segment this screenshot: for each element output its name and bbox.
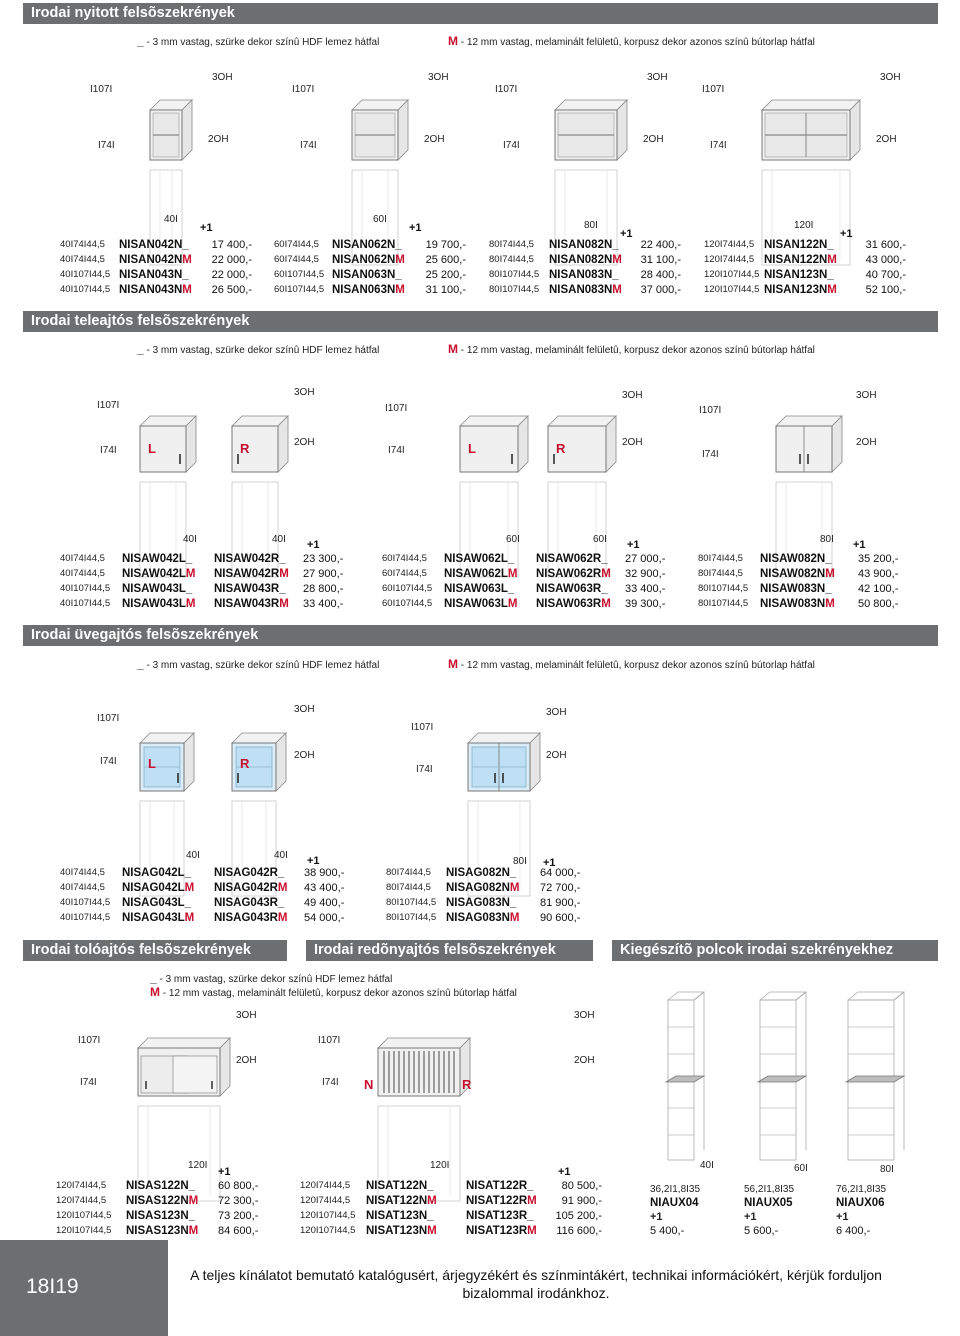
height-107-label: I107I <box>292 84 315 95</box>
price: 39 300,- <box>625 598 666 610</box>
oh3-label: 3OH <box>647 72 668 83</box>
door-side-label: L <box>148 441 156 456</box>
product-code: NISAT122RM <box>466 1195 537 1207</box>
size-text: 60I74I44,5 <box>382 568 427 579</box>
size-text: 40I107I44,5 <box>60 284 111 295</box>
door-side-label: R <box>556 441 566 456</box>
door-side-label: L <box>468 441 476 456</box>
oh2-label: 2OH <box>643 134 664 145</box>
price: 43 900,- <box>858 568 899 580</box>
product-code: NISAG043RM <box>214 912 288 924</box>
product-code: NISAG043R_ <box>214 897 285 909</box>
height-107-label: I107I <box>702 84 725 95</box>
price: 28 800,- <box>303 583 344 595</box>
product-code: NIAUX05 <box>744 1197 793 1209</box>
oh3-label: 3OH <box>622 390 643 401</box>
size-text: 80I107I44,5 <box>698 583 749 594</box>
section-header-shelves: Kiegészítõ polcok irodai szekrényekhez <box>612 940 938 961</box>
product-code: NISAW063R_ <box>536 583 608 595</box>
product-code: NISAN123N_ <box>764 269 834 281</box>
product-code: NIAUX06 <box>836 1197 885 1209</box>
price: 52 100,- <box>865 284 906 296</box>
product-code: NISAW063RM <box>536 598 611 610</box>
price: 43 000,- <box>865 254 906 266</box>
plus-one-label: +1 <box>840 228 853 240</box>
width-label: 40I <box>700 1160 714 1171</box>
price: 37 000,- <box>640 284 681 296</box>
legend-hdf: _ - 3 mm vastag, szürke dekor színû HDF lemez hátfal <box>150 971 393 985</box>
product-code: NISAW043L_ <box>122 583 193 595</box>
price: 64 000,- <box>540 867 581 879</box>
product-code: NISAN122N_ <box>764 239 834 251</box>
size-text: 80I107I44,5 <box>698 598 749 609</box>
height-74-label: I74I <box>100 445 117 456</box>
price: 5 600,- <box>744 1225 779 1237</box>
oh2-label: 2OH <box>294 750 315 761</box>
size-text: 120I107I44,5 <box>300 1210 356 1221</box>
size-text: 40I107I44,5 <box>60 269 111 280</box>
price: 17 400,- <box>211 239 252 251</box>
product-code: NISAT123N_ <box>366 1210 434 1222</box>
height-107-label: I107I <box>97 400 120 411</box>
product-code: NISAW043RM <box>214 598 289 610</box>
product-code: NISAN043N_ <box>119 269 189 281</box>
price: 31 100,- <box>425 284 466 296</box>
product-code: NISAT122R_ <box>466 1180 534 1192</box>
width-label: 120I <box>188 1160 208 1171</box>
product-code: NISAN082N_ <box>549 239 619 251</box>
product-code: NISAN062NM <box>332 254 405 266</box>
product-code: NISAG082N_ <box>446 867 517 879</box>
product-code: NISAG082NM <box>446 882 520 894</box>
shelf-drawing <box>662 990 728 1170</box>
height-74-label: I74I <box>416 764 433 775</box>
price: 28 400,- <box>640 269 681 281</box>
product-code: NISAW062R_ <box>536 553 608 565</box>
plus-one-label: +1 <box>744 1211 757 1223</box>
product-code: NISAT123R_ <box>466 1210 534 1222</box>
price: 49 400,- <box>304 897 345 909</box>
section-header-tele: Irodai teleajtós felsõszekrények <box>23 311 938 332</box>
price: 43 400,- <box>304 882 345 894</box>
plus-one-label: +1 <box>620 228 633 240</box>
footer-text: A teljes kínálatot bemutató katalógusért, árjegyzékért és színmintákért, technikai információkért, kérjük forduljon bizalommal irodánkhoz. <box>190 1267 882 1301</box>
section-header-slide: Irodai tolóajtós felsõszekrények <box>23 940 287 961</box>
height-74-label: I74I <box>100 756 117 767</box>
shelf-drawing <box>754 990 830 1170</box>
plus-one-label: +1 <box>218 1166 231 1178</box>
product-code: NISAW043LM <box>122 598 196 610</box>
size-text: 60I74I44,5 <box>274 239 319 250</box>
price: 38 900,- <box>304 867 345 879</box>
size-text: 120I107I44,5 <box>56 1210 112 1221</box>
product-code: NISAW082NM <box>760 568 835 580</box>
price: 19 700,- <box>425 239 466 251</box>
product-code: NISAN082NM <box>549 254 622 266</box>
size-text: 36,2I1,8I35 <box>650 1184 701 1195</box>
plus-one-label: +1 <box>409 222 422 234</box>
height-74-label: I74I <box>388 445 405 456</box>
width-label: 60I <box>373 214 387 225</box>
height-74-label: I74I <box>322 1077 339 1088</box>
size-text: 40I107I44,5 <box>60 598 111 609</box>
plus-one-label: +1 <box>650 1211 663 1223</box>
oh2-label: 2OH <box>876 134 897 145</box>
price: 22 000,- <box>211 269 252 281</box>
plus-one-label: +1 <box>627 539 640 551</box>
product-code: NISAW083N_ <box>760 583 832 595</box>
product-code: NISAW042LM <box>122 568 196 580</box>
price: 25 600,- <box>425 254 466 266</box>
height-107-label: I107I <box>495 84 518 95</box>
section-header-glass: Irodai üvegajtós felsõszekrények <box>23 625 938 646</box>
product-code: NISAW062LM <box>444 568 518 580</box>
size-text: 60I107I44,5 <box>382 598 433 609</box>
size-text: 120I74I44,5 <box>56 1180 107 1191</box>
product-code: NIAUX04 <box>650 1197 699 1209</box>
size-text: 80I107I44,5 <box>386 897 437 908</box>
height-107-label: I107I <box>385 403 408 414</box>
width-label: 40I <box>164 214 178 225</box>
size-text: 80I74I44,5 <box>489 239 534 250</box>
height-74-label: I74I <box>300 140 317 151</box>
product-code: NISAW083NM <box>760 598 835 610</box>
product-code: NISAN063N_ <box>332 269 402 281</box>
size-text: 80I74I44,5 <box>698 568 743 579</box>
oh2-label: 2OH <box>546 750 567 761</box>
product-code: NISAT122N_ <box>366 1180 434 1192</box>
size-text: 40I74I44,5 <box>60 239 105 250</box>
size-text: 80I74I44,5 <box>386 882 431 893</box>
size-text: 80I74I44,5 <box>489 254 534 265</box>
height-74-label: I74I <box>80 1077 97 1088</box>
product-code: NISAN043NM <box>119 284 192 296</box>
product-code: NISAS122NM <box>126 1195 199 1207</box>
product-code: NISAN083NM <box>549 284 622 296</box>
oh2-label: 2OH <box>622 437 643 448</box>
product-code: NISAN123NM <box>764 284 837 296</box>
legend-melamine: M - 12 mm vastag, melaminált felületû, korpusz dekor azonos színû bútorlap hátfal <box>448 657 815 671</box>
size-text: 60I74I44,5 <box>382 553 427 564</box>
plus-one-label: +1 <box>307 539 320 551</box>
height-107-label: I107I <box>97 713 120 724</box>
size-text: 120I74I44,5 <box>704 254 755 265</box>
size-text: 120I74I44,5 <box>56 1195 107 1206</box>
size-text: 120I107I44,5 <box>300 1225 356 1236</box>
price: 80 500,- <box>561 1180 602 1192</box>
width-label: 40I <box>186 850 200 861</box>
oh3-label: 3OH <box>294 704 315 715</box>
product-code: NISAW043R_ <box>214 583 286 595</box>
product-code: NISAW042L_ <box>122 553 193 565</box>
legend-melamine: M - 12 mm vastag, melaminált felületû, korpusz dekor azonos színû bútorlap hátfal <box>150 985 517 999</box>
width-label: 120I <box>794 220 814 231</box>
height-74-label: I74I <box>710 140 727 151</box>
legend-hdf: _ - 3 mm vastag, szürke dekor színû HDF lemez hátfal <box>137 34 380 48</box>
plus-one-label: +1 <box>853 539 866 551</box>
legend-hdf: _ - 3 mm vastag, szürke dekor színû HDF lemez hátfal <box>137 657 380 671</box>
size-text: 76,2I1,8I35 <box>836 1184 887 1195</box>
size-text: 120I107I44,5 <box>704 269 760 280</box>
price: 32 900,- <box>625 568 666 580</box>
plus-one-label: +1 <box>200 222 213 234</box>
size-text: 120I74I44,5 <box>300 1180 351 1191</box>
product-code: NISAN122NM <box>764 254 837 266</box>
oh3-label: 3OH <box>236 1010 257 1021</box>
price: 72 700,- <box>540 882 581 894</box>
price: 27 000,- <box>625 553 666 565</box>
door-side-label: L <box>148 756 156 771</box>
price: 105 200,- <box>555 1210 602 1222</box>
plus-one-label: +1 <box>307 855 320 867</box>
price: 31 100,- <box>640 254 681 266</box>
product-code: NISAN042N_ <box>119 239 189 251</box>
plus-one-label: +1 <box>543 857 556 869</box>
price: 73 200,- <box>218 1210 259 1222</box>
oh3-label: 3OH <box>428 72 449 83</box>
price: 22 000,- <box>211 254 252 266</box>
price: 72 300,- <box>218 1195 259 1207</box>
height-107-label: I107I <box>699 405 722 416</box>
price: 54 000,- <box>304 912 345 924</box>
door-side-label: R <box>462 1077 472 1092</box>
price: 31 600,- <box>865 239 906 251</box>
oh2-label: 2OH <box>236 1055 257 1066</box>
size-text: 60I74I44,5 <box>274 254 319 265</box>
size-text: 80I74I44,5 <box>698 553 743 564</box>
section-header-open: Irodai nyitott felsõszekrények <box>23 3 938 24</box>
product-code: NISAG042R_ <box>214 867 285 879</box>
size-text: 40I74I44,5 <box>60 568 105 579</box>
price: 26 500,- <box>211 284 252 296</box>
size-text: 80I107I44,5 <box>489 269 540 280</box>
size-text: 60I107I44,5 <box>274 284 325 295</box>
height-107-label: I107I <box>90 84 113 95</box>
size-text: 120I107I44,5 <box>704 284 760 295</box>
height-107-label: I107I <box>411 722 434 733</box>
price: 90 600,- <box>540 912 581 924</box>
oh2-label: 2OH <box>424 134 445 145</box>
product-code: NISAG042RM <box>214 882 288 894</box>
size-text: 40I74I44,5 <box>60 882 105 893</box>
oh3-label: 3OH <box>574 1010 595 1021</box>
legend-melamine: M - 12 mm vastag, melaminált felületû, korpusz dekor azonos színû bútorlap hátfal <box>448 34 815 48</box>
width-label: 40I <box>272 534 286 545</box>
width-label: 80I <box>584 220 598 231</box>
size-text: 40I74I44,5 <box>60 867 105 878</box>
door-side-label: R <box>240 441 250 456</box>
price: 81 900,- <box>540 897 581 909</box>
shelf-drawing <box>842 990 928 1170</box>
plus-one-label: +1 <box>836 1211 849 1223</box>
height-107-label: I107I <box>318 1035 341 1046</box>
oh2-label: 2OH <box>856 437 877 448</box>
product-code: NISAW062L_ <box>444 553 515 565</box>
size-text: 40I107I44,5 <box>60 912 111 923</box>
size-text: 80I107I44,5 <box>386 912 437 923</box>
price: 5 400,- <box>650 1225 685 1237</box>
size-text: 120I74I44,5 <box>704 239 755 250</box>
oh2-label: 2OH <box>574 1055 595 1066</box>
width-label: 80I <box>513 856 527 867</box>
product-code: NISAW063LM <box>444 598 518 610</box>
product-code: NISAW042R_ <box>214 553 286 565</box>
size-text: 60I107I44,5 <box>274 269 325 280</box>
size-text: 56,2I1,8I35 <box>744 1184 795 1195</box>
product-code: NISAG043LM <box>122 912 195 924</box>
oh2-label: 2OH <box>208 134 229 145</box>
width-label: 60I <box>593 534 607 545</box>
product-code: NISAN062N_ <box>332 239 402 251</box>
product-code: NISAT122NM <box>366 1195 437 1207</box>
price: 50 800,- <box>858 598 899 610</box>
page-number: 18I19 <box>26 1275 79 1298</box>
oh3-label: 3OH <box>546 707 567 718</box>
product-code: NISAG043L_ <box>122 897 192 909</box>
price: 22 400,- <box>640 239 681 251</box>
door-side-label: N <box>364 1077 374 1092</box>
product-code: NISAW042RM <box>214 568 289 580</box>
price: 91 900,- <box>561 1195 602 1207</box>
product-code: NISAG083NM <box>446 912 520 924</box>
width-label: 40I <box>183 534 197 545</box>
width-label: 80I <box>880 1164 894 1175</box>
legend-melamine: M - 12 mm vastag, melaminált felületû, korpusz dekor azonos színû bútorlap hátfal <box>448 342 815 356</box>
size-text: 40I107I44,5 <box>60 583 111 594</box>
height-74-label: I74I <box>98 140 115 151</box>
width-label: 40I <box>274 850 288 861</box>
width-label: 60I <box>794 1163 808 1174</box>
price: 40 700,- <box>865 269 906 281</box>
price: 116 600,- <box>556 1225 602 1237</box>
price: 27 900,- <box>303 568 344 580</box>
price: 42 100,- <box>858 583 899 595</box>
product-code: NISAN083N_ <box>549 269 619 281</box>
width-label: 120I <box>430 1160 450 1171</box>
price: 25 200,- <box>425 269 466 281</box>
oh3-label: 3OH <box>856 390 877 401</box>
price: 33 400,- <box>625 583 666 595</box>
price: 35 200,- <box>858 553 899 565</box>
price: 23 300,- <box>303 553 344 565</box>
height-107-label: I107I <box>78 1035 101 1046</box>
product-code: NISAG042L_ <box>122 867 192 879</box>
width-label: 80I <box>820 534 834 545</box>
price: 33 400,- <box>303 598 344 610</box>
door-side-label: R <box>240 756 250 771</box>
product-code: NISAG083N_ <box>446 897 517 909</box>
oh3-label: 3OH <box>880 72 901 83</box>
product-code: NISAT123NM <box>366 1225 437 1237</box>
width-label: 60I <box>506 534 520 545</box>
price: 84 600,- <box>218 1225 259 1237</box>
product-code: NISAS123NM <box>126 1225 199 1237</box>
product-code: NISAW063L_ <box>444 583 515 595</box>
product-code: NISAN042NM <box>119 254 192 266</box>
size-text: 80I107I44,5 <box>489 284 540 295</box>
product-code: NISAW082N_ <box>760 553 832 565</box>
product-code: NISAT123RM <box>466 1225 537 1237</box>
section-header-roller: Irodai redõnyajtós felsõszekrények <box>306 940 593 961</box>
plus-one-label: +1 <box>558 1166 571 1178</box>
size-text: 120I107I44,5 <box>56 1225 112 1236</box>
oh2-label: 2OH <box>294 437 315 448</box>
oh3-label: 3OH <box>294 387 315 398</box>
oh3-label: 3OH <box>212 72 233 83</box>
size-text: 60I107I44,5 <box>382 583 433 594</box>
product-code: NISAS122N_ <box>126 1180 196 1192</box>
size-text: 40I107I44,5 <box>60 897 111 908</box>
size-text: 120I74I44,5 <box>300 1195 351 1206</box>
legend-hdf: _ - 3 mm vastag, szürke dekor színû HDF lemez hátfal <box>137 342 380 356</box>
product-code: NISAW062RM <box>536 568 611 580</box>
size-text: 80I74I44,5 <box>386 867 431 878</box>
product-code: NISAS123N_ <box>126 1210 196 1222</box>
product-code: NISAN063NM <box>332 284 405 296</box>
height-74-label: I74I <box>503 140 520 151</box>
size-text: 40I74I44,5 <box>60 254 105 265</box>
size-text: 40I74I44,5 <box>60 553 105 564</box>
price: 6 400,- <box>836 1225 871 1237</box>
height-74-label: I74I <box>702 449 719 460</box>
price: 60 800,- <box>218 1180 259 1192</box>
product-code: NISAG042LM <box>122 882 195 894</box>
